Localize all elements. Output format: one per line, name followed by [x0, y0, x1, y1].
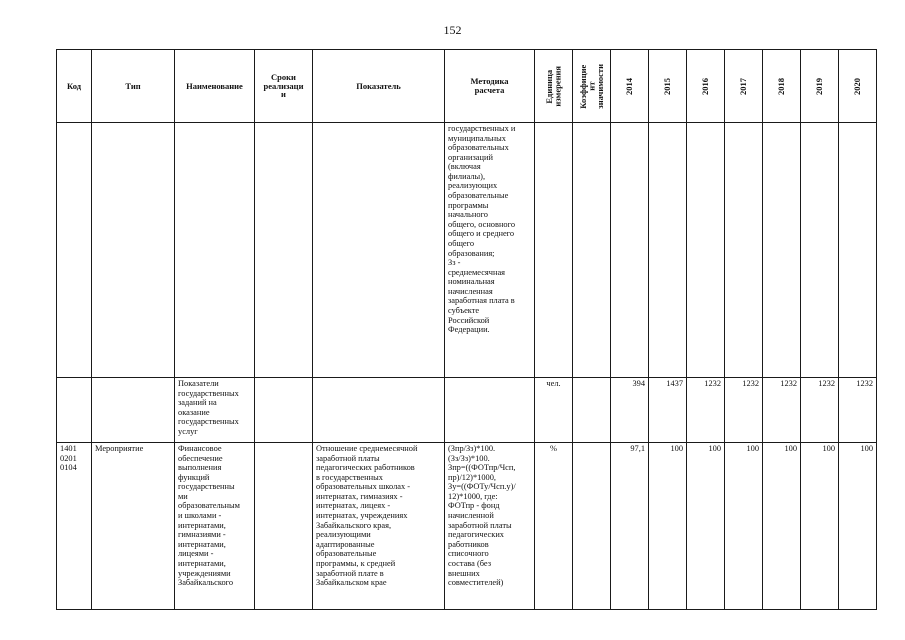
cell-code [57, 123, 92, 378]
header-year-text: 2020 [852, 77, 863, 95]
header-year-text: 2017 [738, 77, 749, 95]
header-year-2017 [725, 50, 763, 123]
cell-year: 100 [687, 443, 725, 610]
header-year-text: 2016 [700, 77, 711, 95]
header-year-2014 [611, 50, 649, 123]
cell-year [687, 123, 725, 378]
cell-type [92, 378, 175, 443]
cell-year: 1437 [649, 378, 687, 443]
cell-year: 394 [611, 378, 649, 443]
cell-type: Мероприятие [92, 443, 175, 610]
table-row [57, 378, 877, 443]
header-year-text: 2019 [814, 77, 825, 95]
cell-year [801, 123, 839, 378]
cell-code: 1401 0201 0104 [57, 443, 92, 610]
header-coef-text: Коэффицие нт значимости [577, 63, 605, 109]
header-year-text: 2018 [776, 77, 787, 95]
cell-method: государственных и муниципальных образовательных организаций (включая филиалы), реализующих образовательные программы начального общего, основного общего и среднего общего образования; Зз - среднемесячная номинальная начисленная заработная плата в субъекте Российской Федерации. [445, 123, 535, 378]
cell-deadline [255, 443, 313, 610]
cell-indicator [313, 123, 445, 378]
cell-name: Финансовое обеспечение выполнения функций государственны ми образовательным и школами - интернатами, гимназиями - интернатами, лицеями - интернатами, учреждениями Забайкальского [175, 443, 255, 610]
header-year-2019 [801, 50, 839, 123]
cell-method [445, 378, 535, 443]
cell-indicator: Отношение среднемесячной заработной платы педагогических работников в государственных образовательных школах - интернатах, гимназиях - интернатах, лицеях - интернатах, учреждениях Забайкальского края, реализующими адаптированные образовательные программы, к средней заработной плате в Забайкальском крае [313, 443, 445, 610]
header-year-text: 2014 [624, 77, 635, 95]
cell-unit: % [535, 443, 573, 610]
program-table [56, 49, 877, 610]
cell-year: 97,1 [611, 443, 649, 610]
page-number: 152 [443, 23, 462, 37]
cell-coef [573, 123, 611, 378]
cell-year: 100 [725, 443, 763, 610]
cell-year [725, 123, 763, 378]
cell-year: 1232 [687, 378, 725, 443]
header-year-2020 [839, 50, 877, 123]
header-unit-text: Единица измерения [544, 65, 563, 107]
cell-year [839, 123, 877, 378]
cell-year: 100 [763, 443, 801, 610]
header-code: Код [57, 50, 92, 123]
cell-code [57, 378, 92, 443]
cell-unit: чел. [535, 378, 573, 443]
cell-coef [573, 443, 611, 610]
header-year-2015 [649, 50, 687, 123]
cell-indicator [313, 378, 445, 443]
header-coef [573, 50, 611, 123]
cell-name: Показатели государственных заданий на оказание государственных услуг [175, 378, 255, 443]
table-row [57, 123, 877, 378]
header-deadline: Сроки реализаци и [255, 50, 313, 123]
cell-coef [573, 378, 611, 443]
cell-year: 1232 [725, 378, 763, 443]
cell-year: 1232 [801, 378, 839, 443]
header-unit [535, 50, 573, 123]
header-method: Методика расчета [445, 50, 535, 123]
cell-unit [535, 123, 573, 378]
header-year-2018 [763, 50, 801, 123]
cell-year: 100 [839, 443, 877, 610]
cell-year: 100 [801, 443, 839, 610]
cell-deadline [255, 123, 313, 378]
cell-deadline [255, 378, 313, 443]
table-row [57, 443, 877, 610]
header-type: Тип [92, 50, 175, 123]
header-indicator: Показатель [313, 50, 445, 123]
header-name: Наименование [175, 50, 255, 123]
cell-year: 100 [649, 443, 687, 610]
cell-year: 1232 [763, 378, 801, 443]
cell-type [92, 123, 175, 378]
header-year-text: 2015 [662, 77, 673, 95]
cell-year [649, 123, 687, 378]
header-row [57, 50, 877, 123]
cell-year [763, 123, 801, 378]
cell-year: 1232 [839, 378, 877, 443]
cell-year [611, 123, 649, 378]
cell-method: (Зпр/Зз)*100. (Зз/Зз)*100. Зпр=((ФОТпр/Чсп, пр)/12)*1000, Зу=((ФОТу/Чсп.у)/ 12)*1000, где: ФОТпр - фонд начисленной заработной платы педагогических работников списочного состава (без внешних совместителей) [445, 443, 535, 610]
cell-name [175, 123, 255, 378]
header-year-2016 [687, 50, 725, 123]
